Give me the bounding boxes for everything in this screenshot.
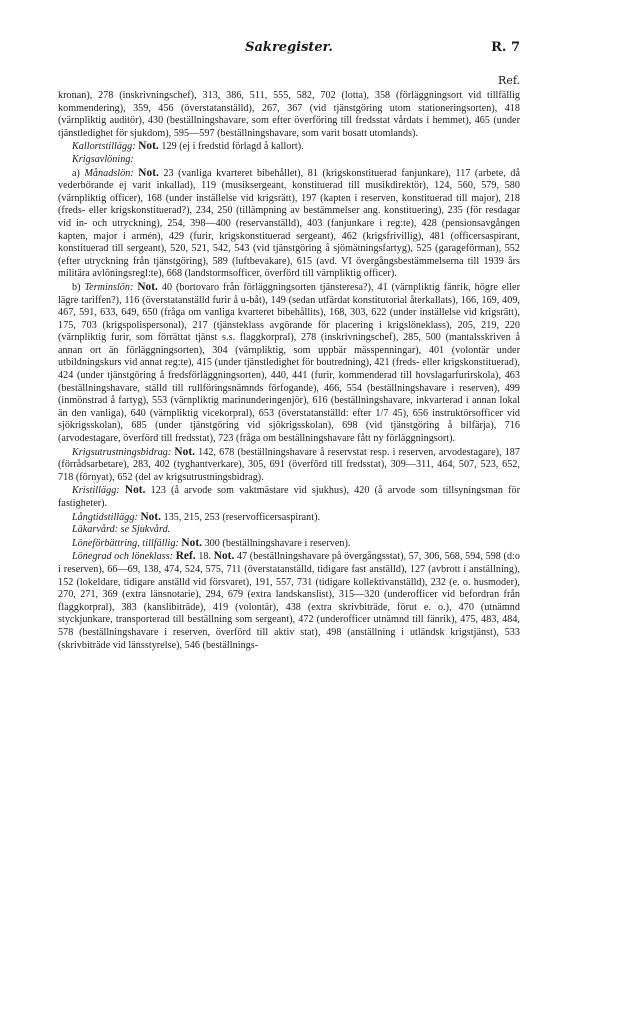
entry-term: Krigsavlöning: [72, 153, 134, 165]
register-entry [58, 484, 520, 510]
entry-text: a) [72, 167, 85, 179]
register-entry [58, 511, 520, 525]
entry-keyword: Not. [138, 166, 159, 179]
entry-term: Kristillägg: [72, 485, 125, 497]
entry-term: Månadslön: [84, 167, 139, 179]
register-text [58, 90, 520, 652]
register-entry [58, 140, 520, 154]
register-entry [58, 537, 520, 551]
entry-text: 300 (beställningshavare i reserven). [202, 537, 351, 549]
page-code: R. 7 [491, 40, 520, 55]
entry-keyword: Not. [124, 484, 146, 497]
entry-keyword: Not. [213, 550, 235, 563]
entry-term: Långtidstillägg: [72, 511, 141, 523]
entry-text: 142, 678 (beställningshavare å reservstat resp. i reserven, arvodestagare), 187 (förrådsarbetare), 283, 402 (tyghantverkare), 305, 691 (överförd till fredsstat), 309—311, 464, 507, 523, 652, 718 (förnyat), 652 (del av krigsutrustningsbidrag). [58, 446, 520, 483]
register-entry [58, 524, 520, 537]
entry-keyword: Not. [174, 445, 196, 458]
entry-term: Krigsutrustningsbidrag: [72, 446, 175, 458]
entry-term: Kallortstillägg: [72, 141, 139, 153]
register-entry [58, 90, 520, 140]
entry-term: Lönegrad och löneklass: [72, 551, 176, 563]
register-entry [58, 550, 520, 652]
entry-text: 23 (vanliga kvarteret bibehållet), 81 (krigskonstituerad fanjunkare), 117 (arbete, då vederbörande ej varit inkallad), 119 (musiksergeant, konstituerad till musikdirektör), 124, 560, 579, 580 (värnpliktig officer), 168 (under inställelse vid krigsrätt), 197 (kapten i reserven, konstituerad till major), 218 (freds- eller krigskonstituerad?), 234, 250 (tillämpning av bestämmelser ang. konstituering), 235 (för resdagar vid in- och utryckning), 254, 398—400 (reservanställd), 403 (fanjunkare i reg:te), 428 (pensionsavgången kapten, major i armén), 429 (furir, krigskonstituerad sergeant), 462 (krigsfrivillig), 481 (officersaspirant, konstituerad till sergeant), 520, 521, 542, 543 (vid tjänstgöring å sjömätningsfartyg), 525 (garageförman), 552 (efter utryckning från tjänstgöring), 589 (luftbevakare), 615 (avd. VI övergångsbestämmelserna till 1939 års militära avlöningsregl:te), 668 (landstormsofficer, överförd till värnpliktig officer). [58, 167, 521, 280]
register-entry [58, 281, 520, 446]
entry-text: 40 (bortovaro från förläggningsorten tjänsteresa?), 41 (värnpliktig fänrik, högre eller lägre tariffen?), 116 (överstatanställd furir å u-båt), 149 (sedan utfärdat konstitutorial återkallats), 166, 169, 409, 467, 591, 633, 649, 650 (fråga om vanliga kvarteret bibehållits), 168, 303, 622 (under inställelse vid krigsrätt), 175, 703 (krigspolispersonal), 217 (tjänsteklass avgörande för placering i krigslöneklass), 205, 219, 220 (värnpliktig furir, som förrättat tjänst s.s. flaggkorpral), 278 (inskrivningschef), 285, 500 (mantalsskriven å annan ort än förläggningsorten), 304 (värnpliktig, som uppbär mässpenningar), 401 (volontär under utbildningskurs vid annat reg:te), 415 (under tjänstledighet för boutredning), 421 (freds- eller krigskonstituerad), 424 (under tjänstgöring å fredsförläggningsorten), 440, 441 (furir, kommenderad till hovslagarfurirskola), 463 (beställningshavare, ställd till rullföringsnämnds förfogande), 466, 554 (beställningshavare i reserven), 499 (inmönstrad å fartyg), 553 (värnpliktig marinunderingenjör), 616 (beställningshavare, inkvarterad i annan lokal än den vanliga), 640 (värnpliktig vicekorpral), 653 (överstatanställd: efter 1/7 45), 656 instruktörsofficer vid sjökrigsskolan), 685 (under tjänstgöring vid sjökrigsskolan), 698 (vid tjänstgöring å bilfärja), 716 (arvodestagare, överförd till fredsstat), 723 (fråga om beställningshavare fått ny förläggningsort). [58, 281, 521, 445]
entry-keyword: Not. [140, 510, 162, 523]
page [58, 40, 520, 1000]
entry-text: 123 (å arvode som vaktmästare vid sjukhus), 420 (å arvode som tillsyningsman för fastigheter). [58, 485, 520, 509]
entry-text: b) [72, 281, 85, 293]
register-entry [58, 167, 520, 281]
entry-keyword: Not. [137, 280, 158, 293]
entry-keyword: Not. [138, 140, 159, 153]
page-header [58, 40, 520, 62]
entry-keyword: Ref. [175, 550, 196, 563]
entry-term: Löneförbättring, tillfällig: [72, 537, 182, 549]
entry-term: Terminslön: [84, 281, 138, 293]
entry-keyword: Not. [181, 536, 202, 549]
page-title: Sakregister. [245, 40, 333, 55]
entry-text: 135, 215, 253 (reservofficersaspirant). [161, 511, 321, 523]
register-entry [58, 446, 520, 485]
entry-text: 18. [195, 551, 214, 563]
entry-text: 47 (beställningshavare på övergångsstat), 57, 306, 568, 594, 598 (d:o i reserven), 66—69, 138, 474, 524, 575, 711 (överstatanställd, tidigare fast anställd), 127 (avbrott i anställning), 152 (lokeldare, tidigare anställd vid försvaret), 191, 557, 731 (tidigare kollektivanställd), 232 (e. o. husmoder), 270, 271, 369 (extra länsnotarie), 294, 679 (extra landskanslist), 315—320 (underofficer vid befordran från flaggkorpral), 383 (kanslibiträde), 419 (volontär), 438 (extra skrivbiträde, förut e. o.), 470 (utnämnd styckjunkare, transporterad till beställning som sergeant), 472 (underofficer utnämnd till fänrik), 475, 483, 484, 578 (beställningshavare i reserven, överförd till aktiv stat), 498 (anställning i utländsk krigstjänst), 533 (skrivbiträde vid länsstyrelse), 546 (beställnings- [58, 551, 520, 651]
register-entry [58, 154, 520, 167]
margin-note: Ref. [498, 74, 520, 87]
entry-term: Läkarvård: se Sjukvård. [72, 524, 171, 536]
entry-text: 129 (ej i fredstid förlagd å kallort). [158, 141, 304, 153]
entry-text: kronan), 278 (inskrivningschef), 313, 386, 511, 555, 582, 702 (lotta), 358 (förläggningsort vid tillfällig kommendering), 359, 456 (överstatanställd), 267, 367 (vid tjänstgöring utom stationeringsorten), 418 (värnpliktig auditör), 430 (beställningshavare, som efter överföring till fredsstat vårdats i hemmet), 465 (under tjänstledighet för sjukdom), 595—597 (beställningshavare, som varit bosatt utomlands). [58, 90, 520, 139]
